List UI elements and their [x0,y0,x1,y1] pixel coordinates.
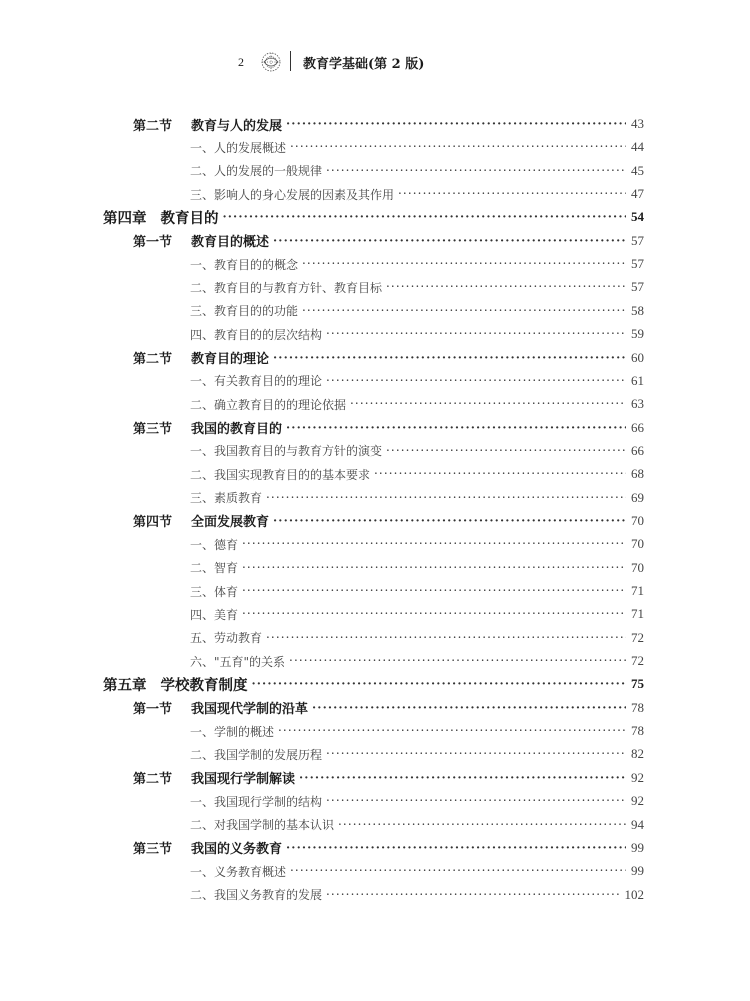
dot-leader [286,113,626,135]
toc-page-number: 68 [631,466,644,482]
section-number: 第一节 [133,702,173,718]
dot-leader [242,557,626,579]
toc-item-row[interactable] [190,860,644,882]
toc-entry-title: 三、教育目的的功能 [190,304,299,319]
toc-item-row[interactable] [190,627,644,649]
toc-entry-title: 教育目的 [160,209,219,227]
toc-item-row[interactable] [190,370,644,392]
dot-leader [326,370,626,392]
dot-leader [326,790,626,812]
toc-entry-title: 二、人的发展的一般规律 [190,164,323,179]
toc-section-row[interactable] [133,837,644,859]
section-number: 第三节 [133,422,173,438]
chapter-number: 第五章 [103,676,147,694]
dot-leader [398,183,626,205]
toc-page-number: 72 [631,629,644,645]
toc-entry-title: 一、人的发展概述 [190,140,287,155]
toc-entry-title: 二、确立教育目的的理论依据 [190,397,347,412]
dot-leader [266,487,626,509]
toc-page-number: 57 [631,232,644,248]
toc-chapter-row[interactable] [103,673,644,695]
toc-entry-title: 全面发展教育 [191,515,270,531]
dot-leader [386,440,626,462]
toc-item-row[interactable] [190,743,644,765]
toc-entry-title: 三、素质教育 [190,491,263,506]
toc-page-number: 66 [631,442,644,458]
dot-leader [326,743,626,765]
toc-entry-title: 二、我国实现教育目的的基本要求 [190,467,371,482]
dot-leader [290,136,626,158]
toc-entry-title: 二、对我国学制的基本认识 [190,818,335,832]
section-number: 第三节 [133,842,173,858]
toc-entry-title: 五、劳动教育 [190,631,263,646]
toc-page-number: 45 [631,162,644,178]
toc-page-number: 63 [631,396,644,412]
dot-leader [326,323,626,345]
dot-leader [290,860,626,882]
toc-entry-title: 学校教育制度 [160,676,248,694]
toc-page-number: 70 [631,559,644,575]
toc-item-row[interactable] [190,487,644,509]
toc-entry-title: 二、教育目的与教育方针、教育目标 [190,280,383,295]
book-title: 教育学基础(第 2 版) [303,57,425,72]
dot-leader [242,603,626,625]
toc-chapter-row[interactable] [103,206,644,228]
toc-entry-title: 教育目的概述 [191,235,270,251]
dot-leader [273,510,626,532]
toc-item-row[interactable] [190,603,644,625]
section-number: 第二节 [133,118,173,134]
toc-page-number: 59 [631,326,644,342]
toc-entry-title: 教育目的理论 [191,352,270,367]
toc-page-number: 47 [631,186,644,202]
toc-item-row[interactable] [190,323,644,345]
toc-section-row[interactable] [133,113,644,135]
toc-entry-title: 我国的教育目的 [191,422,283,438]
dot-leader [278,720,626,742]
chapter-number: 第四章 [103,209,147,227]
toc-entry-title: 我国现代学制的沿革 [191,702,309,718]
toc-entry-title: 四、美育 [190,607,239,622]
dot-leader [286,417,626,439]
toc-page-number: 75 [631,676,644,692]
section-number: 第二节 [133,352,173,367]
dot-leader [242,533,626,555]
toc-entry-title: 二、我国学制的发展历程 [190,747,323,762]
toc-entry-title: 三、体育 [190,584,239,599]
dot-leader [302,300,626,322]
toc-page-number: 92 [631,769,644,785]
toc-item-row[interactable] [190,160,644,182]
toc-entry-title: 三、影响人的身心发展的因素及其作用 [190,187,395,202]
dot-leader [242,580,626,602]
toc-page-number: 99 [631,839,644,855]
toc-page-number: 57 [631,256,644,272]
toc-entry-title: 二、我国义务教育的发展 [190,888,323,903]
toc-page-number: 44 [631,139,644,155]
toc-item-row[interactable] [190,580,644,602]
dot-leader [326,160,626,182]
section-number: 第一节 [133,235,173,251]
toc-page-number: 94 [631,816,644,832]
toc-page-number: 66 [631,419,644,435]
toc-entry-title: 教育与人的发展 [191,118,283,134]
toc-page-number: 57 [631,279,644,295]
toc-page-number: 69 [631,489,644,505]
dot-leader [289,650,626,672]
toc-item-row[interactable] [190,650,644,672]
toc-entry-title: 一、学制的概述 [190,724,275,739]
toc-entry-title: 一、教育目的的概念 [190,257,299,272]
toc-entry-title: 一、义务教育概述 [190,864,287,879]
toc-page-number: 78 [631,699,644,715]
toc-item-row[interactable] [190,814,644,836]
section-number: 第二节 [133,772,173,788]
toc-page-number: 78 [631,723,644,739]
dot-leader [374,463,626,485]
toc-page-number: 99 [631,863,644,879]
toc-section-row[interactable] [133,230,644,252]
toc-item-row[interactable] [190,183,644,205]
toc-item-row[interactable] [190,557,644,579]
toc-item-row[interactable] [190,253,644,275]
toc-item-row[interactable] [190,300,644,322]
toc-item-row[interactable] [190,790,644,812]
toc-page-number: 58 [631,302,644,318]
page-number: 2 [238,55,244,69]
dot-leader [252,673,627,695]
toc-page-number: 70 [631,536,644,552]
toc-section-row[interactable] [133,767,644,789]
toc-section-row[interactable] [133,697,644,719]
dot-leader [273,230,626,252]
dot-leader [338,814,626,836]
toc-entry-title: 二、智育 [190,561,239,576]
toc-page-number: 82 [631,746,644,762]
dot-leader [286,837,626,859]
toc-entry-title: 一、有关教育目的的理论 [190,374,323,389]
toc-page-number: 61 [631,372,644,388]
section-number: 第四节 [133,515,173,531]
toc-item-row[interactable] [190,884,644,906]
toc-page-number: 70 [631,512,644,528]
toc-page-number: 43 [631,116,644,131]
toc-entry-title: 我国现行学制解读 [191,772,296,788]
toc-section-row[interactable] [133,510,644,532]
toc-item-row[interactable] [190,463,644,485]
dot-leader [326,884,620,906]
toc-item-row[interactable] [190,533,644,555]
dot-leader [299,767,626,789]
dot-leader [386,276,626,298]
toc-entry-title: 六、"五育"的关系 [190,654,286,669]
toc-entry-title: 一、我国现行学制的结构 [190,794,323,809]
toc-page-number: 102 [624,886,644,902]
toc-page-number: 54 [631,209,644,225]
toc-page-number: 72 [631,653,644,669]
dot-leader [223,206,627,228]
dot-leader [312,697,626,719]
toc-page-number: 71 [631,583,644,598]
dot-leader [302,253,626,275]
toc-section-row[interactable] [133,347,644,369]
toc-item-row[interactable] [190,276,644,298]
dot-leader [350,393,626,415]
toc-entry-title: 一、德育 [190,537,239,552]
toc-page-number: 92 [631,793,644,809]
toc-entry-title: 一、我国教育目的与教育方针的演变 [190,444,383,459]
toc-entry-title: 四、教育目的的层次结构 [190,327,323,342]
toc-item-row[interactable] [190,720,644,742]
dot-leader [273,347,626,369]
toc-item-row[interactable] [190,136,644,158]
toc-entry-title: 我国的义务教育 [191,842,283,858]
toc-page-number: 71 [631,606,644,622]
toc-page-number: 60 [631,349,644,365]
dot-leader [266,627,626,649]
toc-item-row[interactable] [190,440,644,462]
toc-section-row[interactable] [133,417,644,439]
toc-item-row[interactable] [190,393,644,415]
